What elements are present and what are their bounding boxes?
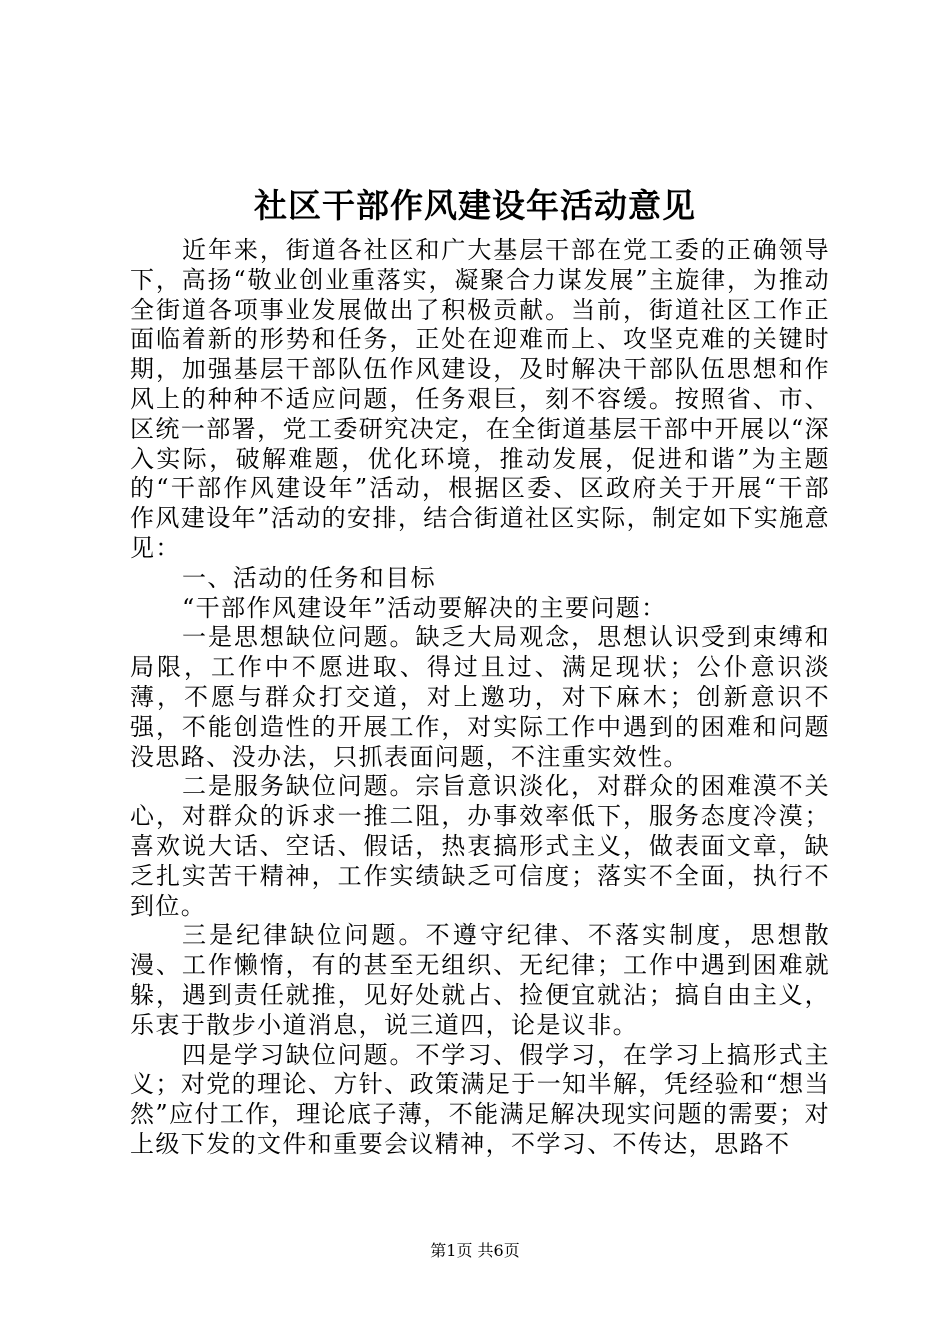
- page-number-footer: 第1页 共6页: [430, 1241, 520, 1260]
- body-paragraph-study-issue: 四是学习缺位问题。不学习、假学习，在学习上搞形式主义；对党的理论、方针、政策满足于一知半解，凭经验和“想当然”应付工作，理论底子薄，不能满足解决现实问题的需要；对上级下发的文件和重要会议精神，不学习、不传达，思路不: [130, 1040, 830, 1158]
- body-paragraph-main-problems: “干部作风建设年”活动要解决的主要问题：: [182, 593, 667, 622]
- body-paragraph-discipline-issue: 三是纪律缺位问题。不遵守纪律、不落实制度，思想散漫、工作懒惰，有的甚至无组织、无纪律；工作中遇到困难就躲，遇到责任就推，见好处就占、捡便宜就沾；搞自由主义，乐衷于散步小道消息，说三道四，论是议非。: [130, 921, 830, 1039]
- body-paragraph-service-issue: 二是服务缺位问题。宗旨意识淡化，对群众的困难漠不关心，对群众的诉求一推二阻，办事效率低下，服务态度冷漠；喜欢说大话、空话、假话，热衷搞形式主义，做表面文章，缺乏扎实苦干精神，工作实绩缺乏可信度；落实不全面，执行不到位。: [130, 772, 830, 920]
- body-paragraph-thought-issue: 一是思想缺位问题。缺乏大局观念，思想认识受到束缚和局限，工作中不愿进取、得过且过、满足现状；公仆意识淡薄，不愿与群众打交道，对上邀功，对下麻木；创新意识不强，不能创造性的开展工作，对实际工作中遇到的困难和问题没思路、没办法，只抓表面问题，不注重实效性。: [130, 623, 830, 771]
- body-paragraph-intro: 近年来，街道各社区和广大基层干部在党工委的正确领导下，高扬“敬业创业重落实，凝聚合力谋发展”主旋律，为推动全街道各项事业发展做出了积极贡献。当前，街道社区工作正面临着新的形势和任务，正处在迎难而上、攻坚克难的关键时期，加强基层干部队伍作风建设，及时解决干部队伍思想和作风上的种种不适应问题，任务艰巨，刻不容缓。按照省、市、区统一部署，党工委研究决定，在全街道基层干部中开展以“深入实际，破解难题，优化环境，推动发展，促进和谐”为主题的“干部作风建设年”活动，根据区委、区政府关于开展“干部作风建设年”活动的安排，结合街道社区实际，制定如下实施意见：: [130, 236, 830, 562]
- document-body: [130, 236, 830, 1160]
- section-heading-tasks-goals: 一、活动的任务和目标: [182, 563, 436, 592]
- document-title: 社区干部作风建设年活动意见: [254, 186, 696, 225]
